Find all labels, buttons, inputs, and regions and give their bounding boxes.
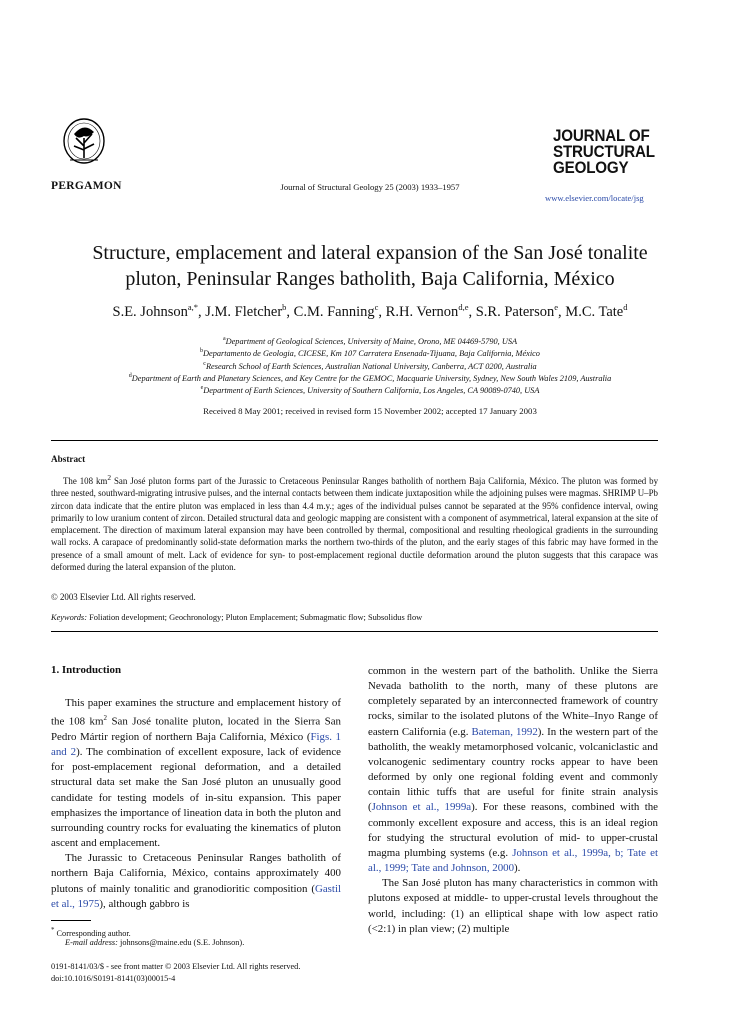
affiliation-sup: d	[128, 373, 132, 379]
figure-reference-link[interactable]: Figs. 1 and 2	[51, 730, 341, 759]
author-affil-sup: b	[282, 302, 287, 312]
abstract-text: The 108 km	[63, 475, 108, 486]
doi: doi:10.1016/S0191-8141(03)00015-4	[51, 973, 176, 983]
keywords	[51, 613, 422, 622]
body-text: ). The combination of excellent exposure, lack of evidence for post-emplacement regional deformation, and a detailed structural data set make the San José pluton an unusually good candidate for testing models of in-situ expansion. This paper emphasizes the importance of lineation data in both the pluton and surrounding country rocks for evaluating the kinematics of pluton ascent and emplacement.	[51, 746, 341, 850]
affiliation-sup: b	[200, 348, 204, 354]
author-separator: ,	[378, 303, 386, 320]
body-column-left	[51, 696, 341, 912]
body-text: ), although gabbro is	[99, 897, 190, 910]
footnote-star: *	[51, 927, 55, 934]
article-title	[40, 240, 700, 292]
footnote-text: Corresponding author.	[54, 928, 131, 938]
author-separator: ,	[558, 303, 566, 320]
journal-logo-line: GEOLOGY	[553, 159, 629, 177]
journal-url-link[interactable]: www.elsevier.com/locate/jsg	[545, 193, 644, 203]
affiliation-text: Research School of Earth Sciences, Australian National University, Canberra, ACT 0200, Australia	[205, 361, 537, 371]
front-matter-line: 0191-8141/03/$ - see front matter © 2003 Elsevier Ltd. All rights reserved.	[51, 962, 301, 971]
citation-link[interactable]: Gastil et al., 1975	[51, 882, 341, 910]
body-text: common in the western part of the batholith. Unlike the Sierra Nevada batholith to the north, many of these plutons are completely separated by an interconnected framework of country rocks, similar to the isolated plutons of the White–Inyo Range of eastern California (e.g.	[368, 665, 658, 738]
journal-logo	[553, 128, 655, 176]
keywords-label: Keywords:	[51, 613, 87, 622]
author-affil-sup: e	[554, 302, 559, 312]
journal-logo-line: STRUCTURAL	[553, 143, 655, 161]
affiliation-sup: a	[222, 336, 226, 342]
citation-link[interactable]: Johnson et al., 1999a, b; Tate et al., 1999; Tate and Johnson, 2000	[368, 846, 658, 875]
footnote-divider	[51, 920, 91, 921]
author-list	[40, 302, 700, 321]
body-text: The San José pluton has many characteristics in common with plutons exposed at middle- to upper-crustal levels throughout the world, including: (1) an elliptical shape with low aspect ratio (<2:1) in plan view; (2) multiple	[368, 877, 658, 935]
affiliation	[40, 385, 700, 395]
journal-citation: Journal of Structural Geology 25 (2003) 1933–1957	[280, 182, 460, 192]
abstract-copyright: © 2003 Elsevier Ltd. All rights reserved.	[51, 592, 196, 602]
author-separator: ,	[286, 303, 294, 320]
body-text: The Jurassic to Cretaceous Peninsular Ranges batholith of northern Baja California, México, contains approximately 400 plutons of mainly tonalitic and granodioritic composition (	[51, 852, 341, 895]
author-affil-sup: a,*	[187, 302, 198, 312]
section-heading: 1. Introduction	[51, 664, 121, 676]
affiliation	[40, 373, 700, 383]
footnote-email	[51, 937, 355, 949]
abstract-sup: 2	[107, 473, 112, 482]
author-name: R.H. Vernon	[385, 303, 459, 320]
body-column-right	[368, 664, 658, 937]
front-matter	[51, 961, 300, 984]
publisher-logo-icon	[62, 116, 106, 172]
author-name: M.C. Tate	[565, 303, 624, 320]
author-name: S.R. Paterson	[475, 303, 555, 320]
abstract-heading: Abstract	[51, 454, 86, 464]
journal-logo-line: JOURNAL OF	[553, 127, 650, 145]
footnote-email-value[interactable]: johnsons@maine.edu (S.E. Johnson).	[117, 938, 245, 947]
body-text: This paper examines the structure and emplacement history of the 108 km	[51, 697, 341, 728]
affiliation	[40, 361, 700, 371]
received-dates: Received 8 May 2001; received in revised form 15 November 2002; accepted 17 January 2003	[203, 406, 537, 416]
affiliation-sup: e	[200, 385, 204, 391]
affiliation	[40, 348, 700, 358]
affiliation-text: Departamento de Geologia, CICESE, Km 107 Carratera Ensenada-Tijuana, Baja California, México	[203, 348, 540, 358]
author-name: C.M. Fanning	[293, 303, 375, 320]
citation-link[interactable]: Bateman, 1992	[471, 725, 538, 738]
author-name: S.E. Johnson	[112, 303, 188, 320]
author-name: J.M. Fletcher	[205, 303, 283, 320]
body-text: ). In the western part of the batholith, the weakly metamorphosed volcanic, volcaniclastic and volcanogenic sedimentary country rocks appear to have been deformed by only one regional folding event and commonly contain lithic tuffs that are useful for finite strain analysis (	[368, 725, 658, 814]
footnote-email-label: E-mail address:	[65, 938, 118, 947]
affiliation-text: Department of Earth Sciences, University of Southern California, Los Angeles, CA 90089-0740, USA	[203, 385, 540, 395]
affiliation-sup: c	[203, 361, 206, 367]
body-text: ). For these reasons, combined with the commonly excellent exposure and access, this is an ideal region for studying the structural evolution of mid- to upper-crustal magma plumbing systems (e.g.	[368, 801, 659, 859]
publisher-name: PERGAMON	[51, 180, 122, 192]
keywords-list: Foliation development; Geochronology; Pluton Emplacement; Submagmatic flow; Subsolidus flow	[86, 613, 423, 622]
divider	[51, 440, 658, 441]
author-affil-sup: d	[623, 302, 628, 312]
abstract-body	[51, 472, 658, 573]
body-text: San José tonalite pluton, located in the Sierra San Pedro Mártir region of northern Baja California, México (	[51, 715, 341, 743]
divider	[51, 631, 658, 632]
author-separator: ,	[198, 303, 206, 320]
title-line: Structure, emplacement and lateral expansion of the San José tonalite	[92, 242, 648, 264]
citation-link[interactable]: Johnson et al., 1999a	[371, 801, 472, 814]
author-affil-sup: c	[374, 302, 379, 312]
abstract-text: San José pluton forms part of the Jurassic to Cretaceous Peninsular Ranges batholith of northern Baja California, México. The pluton was formed by three nested, southward-migrating intrusive pulses, and the internal contacts between them indicate juxtaposition while the adjoining pulses were magmas. SHRIMP U–Pb zircon data indicate that the entire pluton was emplaced in less than 4.4 m.y.; ages of the individual pulses cannot be separated at the 95% confidence interval, owing primarily to low uranium content of zircon. Detailed structural data and geologic mapping are consistent with a component of asymmetrical, lateral expansion at the site of emplacement. The direction of maximum lateral expansion may have been controlled by thermal, compositional and resulting rheological gradients in the surrounding wall rocks. A carapace of predominantly solid-state deformation marks the northern two-thirds of the pluton, and the early stages of this fabric may have formed in the presence of a small amount of melt. Lack of evidence for syn- to post-emplacement regional ductile deformation around the pluton suggests that this carapace was deformed during the lateral expansion of the pluton.	[51, 475, 659, 573]
body-sup: 2	[103, 714, 107, 723]
author-affil-sup: d,e	[458, 302, 469, 312]
affiliation-text: Department of Earth and Planetary Sciences, and Key Centre for the GEMOC, Macquarie University, Sydney, New South Wales 2109, Australia	[131, 373, 612, 383]
affiliation-text: Department of Geological Sciences, University of Maine, Orono, ME 04469-5790, USA	[225, 336, 518, 346]
author-separator: ,	[468, 303, 476, 320]
body-text: ).	[514, 862, 521, 875]
title-line: pluton, Peninsular Ranges batholith, Baja California, México	[125, 268, 615, 290]
affiliation	[40, 336, 700, 346]
